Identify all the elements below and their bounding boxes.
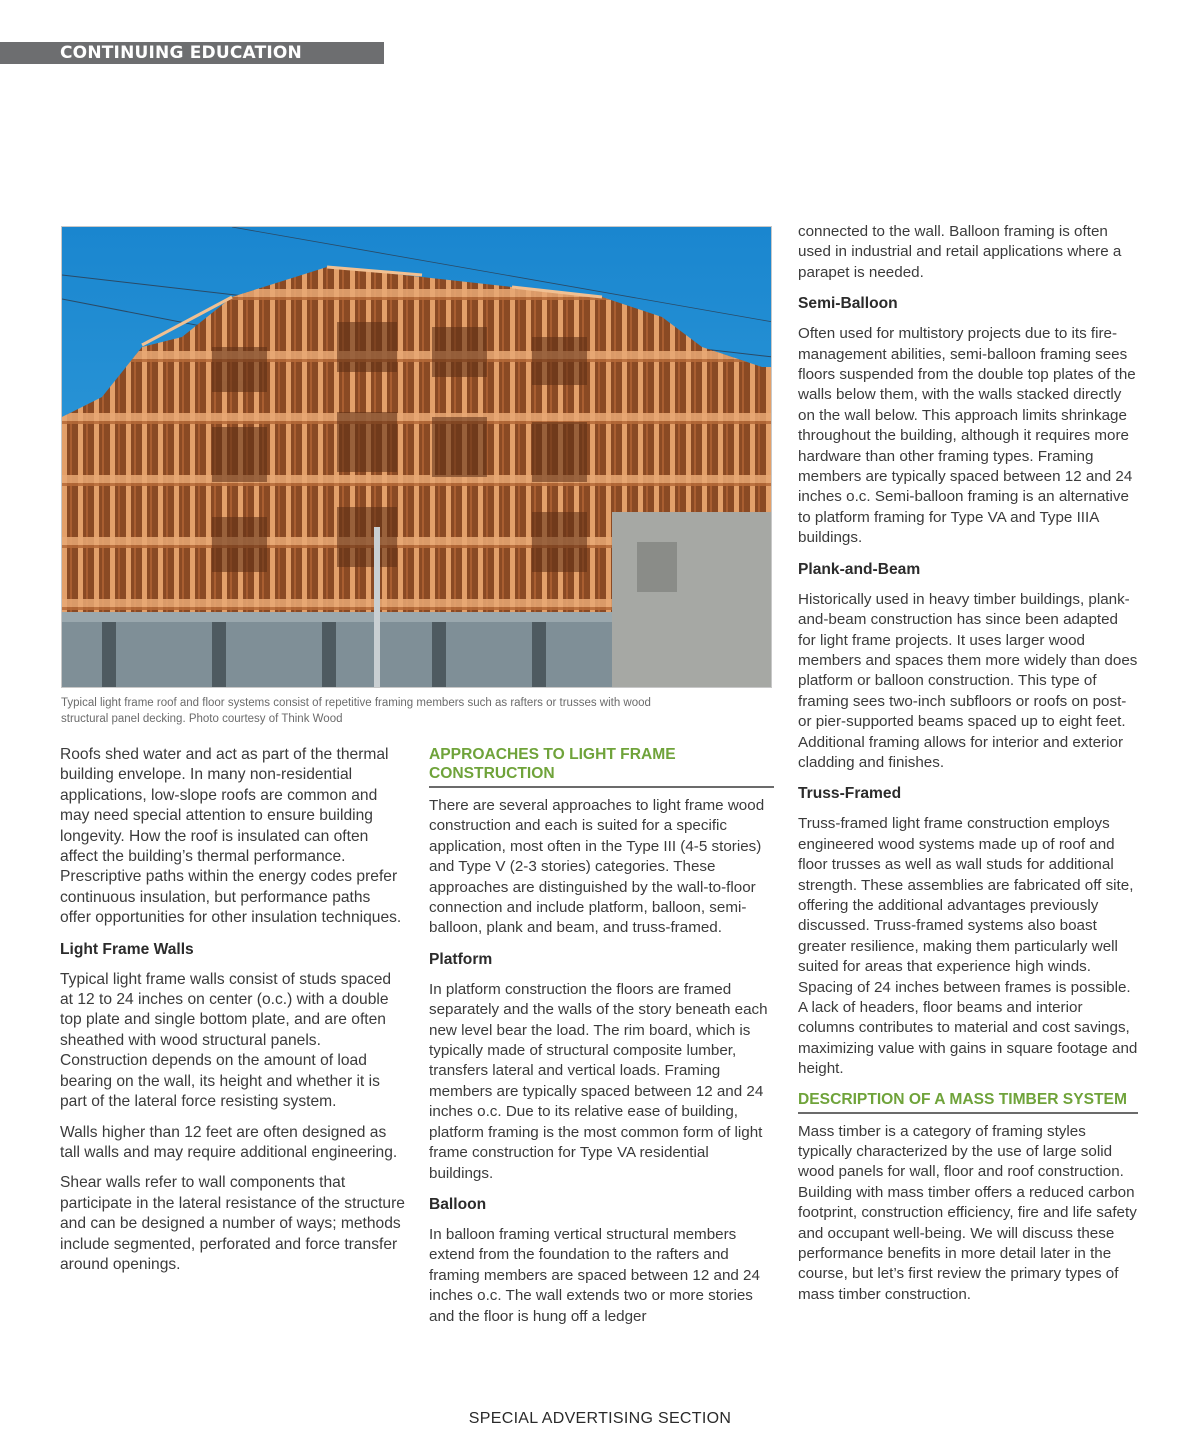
truss-framed-paragraph: Truss-framed light frame construction employs engineered wood systems made up of roof and floor trusses as well as wall studs for additional strength. These assemblies are fabricated off site, offering the additional advantages previously discussed. Truss-framed systems also boast greater resilience, making them particularly well suited for areas that experience high winds. Spacing of 24 inches between frames is possible. A lack of headers, floor beams and interior columns contributes to material and cost savings, maximizing value with gains in square footage and height.: [798, 815, 1138, 1078]
balloon-heading: Balloon: [429, 1195, 487, 1213]
roofs-paragraph: Roofs shed water and act as part of the thermal building envelope. In many non-residential applications, low-slope roofs are common and may need special attention to ensure building longevity. How the roof is insulated can often affect the building’s thermal performance. Prescriptive paths within the energy codes prefer continuous insulation, but performance paths offer opportunities for other insulation techniques.: [60, 746, 402, 927]
mass-timber-heading: DESCRIPTION OF A MASS TIMBER SYSTEM: [798, 1090, 1138, 1114]
column-3: [798, 222, 1138, 1315]
balloon-continued-paragraph: connected to the wall. Balloon framing is often used in industrial and retail applications where a parapet is needed.: [798, 223, 1122, 281]
approaches-paragraph: There are several approaches to light frame wood construction and each is suited for a specific application, most often in the Type III (4-5 stories) and Type V (2-3 stories) categories. These approaches are distinguished by the wall-to-floor connection and include platform, balloon, semi-balloon, plank and beam, and truss-framed.: [429, 797, 765, 937]
column-2: [429, 745, 774, 1337]
construction-photo: [61, 226, 772, 688]
walls-paragraph-2: Walls higher than 12 feet are often designed as tall walls and may require additional engineering.: [60, 1123, 398, 1161]
truss-framed-heading: Truss-Framed: [798, 785, 902, 803]
section-label: CONTINUING EDUCATION: [0, 42, 384, 64]
figure-caption: Typical light frame roof and floor systems consist of repetitive framing members such as rafters or trusses with wood structural panel decking. Photo courtesy of Think Wood: [61, 697, 651, 725]
semi-balloon-paragraph: Often used for multistory projects due to its fire-management abilities, semi-balloon framing sees floors suspended from the double top plates of the walls below them, with the walls stacked directly on the wall below. This approach limits shrinkage throughout the building, although it requires more hardware than other framing types. Framing members are typically spaced between 12 and 24 inches o.c. Semi-balloon framing is an alternative to platform framing for Type VA and Type IIIA buildings.: [798, 325, 1136, 547]
building-frame-illustration: [62, 227, 772, 688]
plank-and-beam-paragraph: Historically used in heavy timber buildings, plank-and-beam construction has since been adapted for light frame projects. It uses larger wood members and spaces them more widely than does platform or balloon construction. This type of framing sees two-inch subfloors or roofs on post-or pier-supported beams spaced up to eight feet. Additional framing allows for interior and exterior cladding and finishes.: [798, 590, 1138, 771]
plank-and-beam-heading: Plank-and-Beam: [798, 560, 921, 578]
walls-paragraph-1: Typical light frame walls consist of studs spaced at 12 to 24 inches on center (o.c.) with a double top plate and single bottom plate, and are often sheathed with wood structural panels. Construction depends on the amount of load bearing on the wall, its height and whether it is part of the lateral force resisting system.: [60, 970, 392, 1111]
platform-paragraph: In platform construction the floors are framed separately and the walls of the story beneath each new level bear the load. The rim board, which is typically made of structural composite lumber, transfers lateral and vertical loads. Framing members are typically spaced between 12 and 24 inches o.c. Due to its relative ease of building, platform framing is the most common form of light frame construction for Type VA residential buildings.: [429, 980, 768, 1182]
semi-balloon-heading: Semi-Balloon: [798, 295, 898, 313]
footer-label: SPECIAL ADVERTISING SECTION: [468, 1410, 732, 1427]
approaches-heading: APPROACHES TO LIGHT FRAME CONSTRUCTION: [429, 745, 774, 788]
platform-heading: Platform: [429, 950, 493, 968]
walls-paragraph-3: Shear walls refer to wall components that participate in the lateral resistance of the structure and can be designed a number of ways; methods include segmented, perforated and force transfer around openings.: [60, 1174, 405, 1273]
column-1: [60, 745, 405, 1285]
balloon-paragraph: In balloon framing vertical structural members extend from the foundation to the rafters and framing members are spaced between 12 and 24 inches o.c. The wall extends two or more stories and the floor is hung off a ledger: [429, 1225, 760, 1325]
light-frame-walls-heading: Light Frame Walls: [60, 940, 194, 958]
mass-timber-paragraph: Mass timber is a category of framing styles typically characterized by the use of large solid wood panels for wall, floor and roof construction. Building with mass timber offers a reduced carbon footprint, construction efficiency, fire and life safety and occupant well-being. We will discuss these performance benefits in more detail later in the course, but let’s first review the primary types of mass timber construction.: [798, 1122, 1137, 1303]
